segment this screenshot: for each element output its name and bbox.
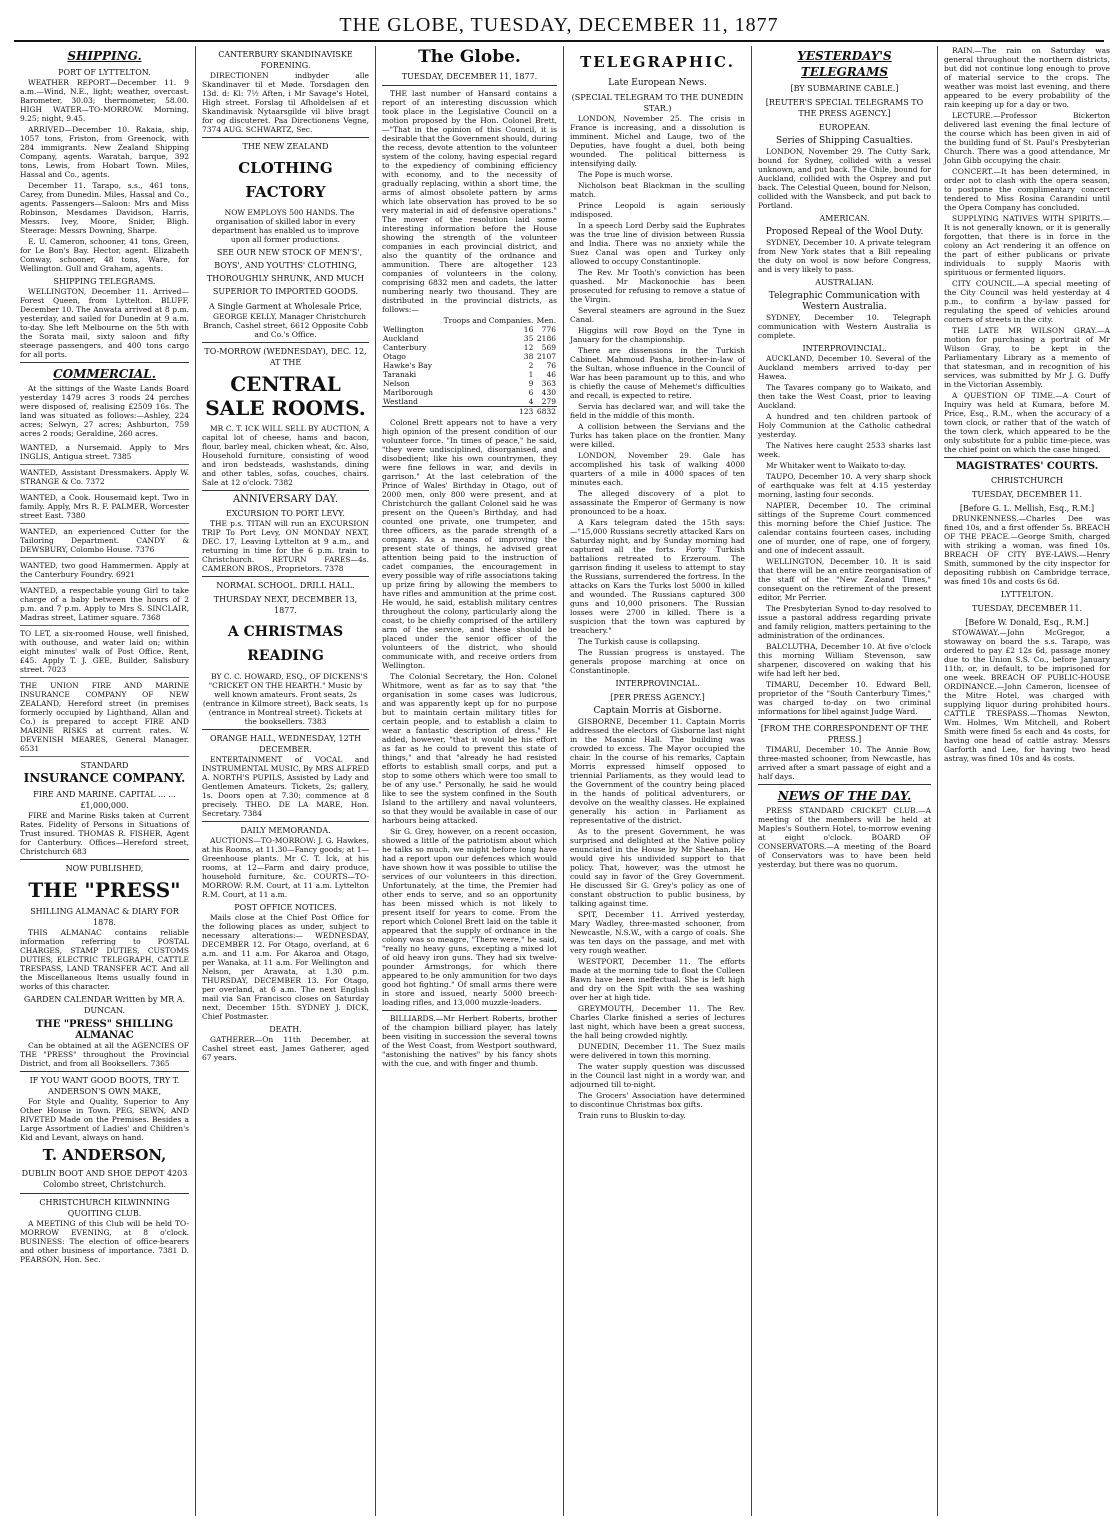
per-press: [PER PRESS AGENCY.] <box>610 693 705 702</box>
news-paragraph: The Grocers' Association have determined to discontinue Christmas box gifts. <box>570 1091 745 1109</box>
shipping-heading: SHIPPING. <box>67 49 142 63</box>
divider <box>202 821 369 822</box>
divider <box>20 1071 189 1072</box>
news-paragraph: CONCERT.—It has been determined, in order not to clash with the opera season, to postpone the complimentary concert tendered to Miss Rosina Carandini until the Opera Company has concluded. <box>944 167 1110 212</box>
christchurch-before: [Before G. L. Mellish, Esq., R.M.] <box>959 504 1095 513</box>
garden-calendar: GARDEN CALENDAR Written by MR A. DUNCAN. <box>23 995 186 1015</box>
table-row <box>382 334 557 343</box>
christmas-reading: A CHRISTMAS READING <box>227 624 344 664</box>
table-header-row <box>382 316 557 325</box>
table-cell: 123 <box>519 407 534 416</box>
leader-paragraph: Colonel Brett appears not to have a very high opinion of the present condition of our volunteer force. "In times of peace," he said, "they were undisciplined, disorganised, and disobedient; like his own countrymen, they were fine fellows in war, and devils in garrison." At the last celebration of the Prince of Wales' Birthday in Otago, out of 2000 men, only 800 were present, and at Christchurch the gallant Colonel said he was present on the Queen's Birthday, and had counted one private, one trumpeter, and three officers, as the parade strength of a company. As a means of improving the present state of things, he advised great attention being paid to the instruction of cadet companies, the encouragement in every possible way of rifle associations taking up prize firing by allowing the members to have rifles and ammunition at the prime cost. He would, he said, establish military centres throughout the colony, particularly along the coast, to be chiefly comprised of the artillery arm of the service, and these should be placed under the senior officer of the volunteers of the district, who should communicate with, and receive orders from Wellington. <box>382 418 557 670</box>
post-body: Mails close at the Chief Post Office for the following places as under, subject to necessary alterations:— WEDNESDAY, DECEMBER 12. For Otago, overland, at 6 a.m. and 11 a.m. For Akaroa and Otago, per Wanaka, at 11 a.m. For Wellington and Nelson, per Arawata, at 1.30 p.m. THURSDAY, DECEMBER 13. For Otago, per overland, at 6 a.m. The next English mail via San Francisco closes on Saturday next, December 15th. SYDNEY J. DICK, Chief Postmaster. <box>202 913 369 1021</box>
globe-date: TUESDAY, DECEMBER 11, 1877. <box>401 72 538 81</box>
american-heading: AMERICAN. <box>819 214 870 223</box>
now-published: NOW PUBLISHED, <box>65 864 144 873</box>
advert: WANTED, two good Hammermen. Apply at the Canterbury Foundry. 6921 <box>20 558 189 583</box>
table-cell: 1 <box>528 370 534 379</box>
news-paragraph: Mr Whitaker went to Waikato to-day. <box>766 461 906 470</box>
news-of-the-day-heading: NEWS OF THE DAY. <box>777 789 912 803</box>
table-cell: Nelson <box>383 379 410 388</box>
european-heading: EUROPEAN. <box>818 123 871 132</box>
table-cell: 6 <box>528 388 534 397</box>
advert: WANTED, a Nursemaid. Apply to Mrs INGLIS, Antigua street. 7385 <box>20 440 189 465</box>
table-cell: 16 <box>523 325 534 334</box>
telegraphic-heading: TELEGRAPHIC. <box>580 53 735 71</box>
normal-date: THURSDAY NEXT, DECEMBER 13, 1877. <box>213 595 358 615</box>
submarine-cable: [BY SUBMARINE CABLE.] <box>790 84 899 93</box>
wool-heading: Proposed Repeal of the Wool Duty. <box>765 227 924 237</box>
news-paragraph: As to the present Government, he was surprised and delighted at the Native policy enunciated in the House by Mr Sheehan. He would give his undivided support to that policy. That, however, was the utmost he could say in favor of the Grey Government. He discussed Sir G. Grey's policy as one of constant obstruction to public business, by talking against time. <box>570 827 745 908</box>
death-body: GATHERER—On 11th December, at Cashel street east, James Gatherer, aged 67 years. <box>202 1035 369 1062</box>
correspondent-note: [FROM THE CORRESPONDENT OF THE PRESS.] <box>760 724 929 744</box>
reuter-note: [REUTER'S SPECIAL TELEGRAMS TO THE PRESS AGENCY.] <box>765 98 924 118</box>
table-cell: Taranaki <box>383 370 417 379</box>
central-sale-rooms: CENTRAL SALE ROOMS. <box>205 372 366 420</box>
globe-title: The Globe. <box>418 47 521 67</box>
memoranda-body: AUCTIONS—TO-MORROW: J. G. Hawkes, at his Rooms, at 11.30—Fancy goods; at 1—Greenhouse plants. Mr C. T. Ick, at his rooms, at 12—Farm and dairy produce, household furniture, &c. COURTS—TO-MORROW: R.M. Court, at 11 a.m. Lyttelton R.M. Court, at 11 a.m. <box>202 836 369 899</box>
boots-body: For Style and Quality, Superior to Any Other House in Town. PEG, SEWN, AND RIVETED Made on the Premises. Besides a Large Assortment of Ladies' and Children's Kid and Levant, always on hand. <box>20 1097 189 1142</box>
anniversary-heading: ANNIVERSARY DAY. <box>232 494 339 505</box>
column-5 <box>752 46 938 1516</box>
interprovincial-heading: INTERPROVINCIAL. <box>802 344 887 353</box>
news-paragraph: TIMARU, December 10. Edward Bell, proprietor of the "South Canterbury Times," was charged to-day on two criminal informations for libel against Judge Ward. <box>758 680 931 716</box>
news-paragraph: WESTPORT, December 11. The efforts made at the morning tide to float the Colleen Bawn have been ineffectual. She is left high and dry on the Spit with the sea washing over her at high tide. <box>570 957 745 1002</box>
table-header-cell <box>382 316 437 325</box>
news-paragraph: The Turkish cause is collapsing. <box>578 637 700 646</box>
shipping-weather: WEATHER REPORT—December 11. 9 a.m.—Wind, N.E., light; weather, overcast. Barometer, 30.03; thermometer, 58.00. HIGH WATER—TO-MORROW. Morning, 9.25; night, 9.45. <box>20 78 189 123</box>
shipping-telegrams: WELLINGTON, December 11. Arrived—Forest Queen, from Lyttelton. BLUFF, December 10. The Anwata arrived at 8 p.m. yesterday, and sailed for Dunedin at 9 a.m. to-day. She left Melbourne on the 5th with the Sorata mail, sixty saloon and fifty steerage passengers, and 400 tons cargo for all ports. <box>20 287 189 359</box>
almanac-line: SHILLING ALMANAC & DIARY FOR 1878. <box>30 907 179 927</box>
wa-heading: Telegraphic Communication with Western Australia. <box>768 291 921 312</box>
divider <box>20 859 189 860</box>
news-paragraph: There are dissensions in the Turkish Cabinet. Mahmoud Pasha, brother-in-law of the Sultan, whose influence in the Council of War has been paramount up to this, and who is chiefly the cause of Mehemet's difficulties and recall, is expected to retire. <box>570 346 745 400</box>
table-row <box>382 325 557 334</box>
normal-school: NORMAL SCHOOL. DRILL HALL. <box>216 581 355 590</box>
table-cell: Westland <box>383 397 418 406</box>
press-title: THE "PRESS" <box>28 878 181 902</box>
special-telegram: (SPECIAL TELEGRAM TO THE DUNEDIN STAR.) <box>571 93 744 113</box>
news-paragraph: BALCLUTHA, December 10. At five o'clock this morning William Stevenson, saw sharpener, discovered on waking that his wife had left her bed. <box>758 642 931 678</box>
divider <box>202 729 369 730</box>
divider <box>202 490 369 491</box>
wholesale: A Single Garment at Wholesale Price, <box>209 302 362 311</box>
billiards-paragraph: BILLIARDS.—Mr Herbert Roberts, brother of the champion billiard player, has lately been visiting in succession the several towns of the West Coast, from Westport southward, "astonishing the natives" by his fancy shots with the cue, and with finger and thumb. <box>382 1014 557 1068</box>
news-paragraph: AUCKLAND, December 10. Several of the Auckland members arrived to-day per Hawea. <box>758 354 931 381</box>
volunteer-table <box>382 316 557 416</box>
news-paragraph: Higgins will row Boyd on the Tyne in January for the championship. <box>570 326 745 344</box>
news-paragraph: TAUPO, December 10. A very sharp shock of earthquake was felt at 4.15 yesterday morning, lasting four seconds. <box>758 472 931 499</box>
divider <box>20 362 189 363</box>
columns <box>14 46 1110 1516</box>
table-total-row <box>382 407 557 417</box>
lyttelton-date: TUESDAY, DECEMBER 11. <box>971 604 1082 613</box>
casualties-heading: Series of Shipping Casualties. <box>776 136 913 146</box>
table-cell: 6832 <box>536 407 556 416</box>
scand-heading: CANTERBURY SKANDINAVISKE FORENING. <box>218 50 353 70</box>
table-cell: Auckland <box>383 334 419 343</box>
table-cell: 569 <box>541 343 556 352</box>
news-paragraph: SYDNEY, December 10. Telegraph communication with Western Australia is complete. <box>758 313 931 340</box>
court-paragraph: DRUNKENNESS.—Charles Dee was fined 10s, and a first offender 5s. BREACH OF THE PEACE.—George Smith, charged with striking a woman, was fined 10s. BREACH OF CITY BYE-LAWS.—Henry Smith, summoned by the city inspector for depositing rubbish on Cambridge terrace, was fined 10s and costs 6s 6d. <box>944 514 1110 586</box>
standard-heading: STANDARD <box>80 761 129 770</box>
news-paragraph: PRESS STANDARD CRICKET CLUB.—A meeting of the members will be held at Maples's Southern Hotel, to-morrow evening at eight o'clock. BOARD OF CONSERVATORS.—A meeting of the Board of Conservators was to have been held yesterday, but there was no quorum. <box>758 806 931 869</box>
advert: WANTED, a respectable young Girl to take charge of a baby between the hours of 2 p.m. and 7 p.m. Apply to Mrs S. SINCLAIR, Madras street, Latimer square. 7368 <box>20 583 189 626</box>
almanac-body-2: Can be obtained at all the AGENCIES OF THE "PRESS" throughout the Provincial District, and from all Booksellers. 7365 <box>20 1041 189 1068</box>
christchurch-heading: CHRISTCHURCH <box>990 476 1064 485</box>
shipping-arrived-2: December 11. Tarapo, s.s., 461 tons, Carey, from Dunedin. Miles, Hassal and Co., agents. Passengers—Saloon: Mrs and Miss Robinson, Mesdames Davidson, Harris, Messrs. Ivey, Moore, Snider, Bligh. Steerage: Messrs Downing, Sharpe. <box>20 181 189 235</box>
news-paragraph: A QUESTION OF TIME.—A Court of Inquiry was held at Kumara, before M. Price, Esq., R.M., when the accuracy of a town clock, or rather that of the watch of the town clerk, which appeared to be the only substitute for a public time-piece, was the chief point on which the case hinged. <box>944 391 1110 454</box>
news-paragraph: GREYMOUTH, December 11. The Rev. Charles Clarke finished a series of lectures last night, which have been a great success, the hall being crowded nightly. <box>570 1004 745 1040</box>
table-cell: Wellington <box>383 325 424 334</box>
leader-paragraph: Sir G. Grey, however, on a recent occasion, showed a little of the patriotism about which he talks so much, we might before long have had a report upon our defences which would have shown how it was possible to utilise the services of our volunteers in this direction. Unfortunately, at the time, the Premier had other ends to serve, and so an opportunity has been missed which is not likely to present itself for years to come. From the report which Colonel Brett laid on the table it appeared that the supply of ordnance in the colony was so meagre, "There were," he said, "really no heavy guns, excepting a mixed lot of old heavy iron guns. They had six twelve-pounder Armstrongs, for which there appeared to be only ammunition for two days good hot fighting." Of small arms there were in store and issued, nearly 5000 breech-loading rifles, and 13,000 muzzle-loaders. <box>382 827 557 1007</box>
clothing-body: NOW EMPLOYS 500 HANDS. The organisation of skilled labor in every department has enabled us to improve upon all former productions. <box>211 208 360 244</box>
port-heading: PORT OF LYTTELTON. <box>58 68 151 77</box>
masthead: THE GLOBE, TUESDAY, DECEMBER 11, 1877 <box>14 8 1104 42</box>
news-paragraph: A hundred and ten children partook of Holy Communion at the Catholic cathedral yesterday. <box>758 412 931 439</box>
leader-paragraph: THE last number of Hansard contains a report of an interesting discussion which took place in the Legislative Council on a motion proposed by the Hon. Colonel Brett,—"That in the opinion of this Council, it is desirable that the Government should, during the recess, devote attention to the volunteer system of the colony, having especial regard to the expediency of combining efficiency with economy, and to the necessity of gradually replacing, within a short time, the arms of almost obsolete pattern by arms which late observation has proved to be so very material in aid of defensive operations." The mover of the resolution laid some interesting information before the House showing the strength of the volunteer companies in each provincial district, and also the quantity of the ordnance and ammunition. There are altogether 123 companies of volunteers in the colony, comprising 6832 men and cadets, the latter numbering nearly two thousand. They are distributed in the provincial districts, as follows:— <box>382 89 557 314</box>
table-cell: 12 <box>523 343 534 352</box>
shipping-telegrams-heading: SHIPPING TELEGRAMS. <box>53 277 156 286</box>
column-1 <box>14 46 196 1516</box>
almanac-title-2: THE "PRESS" SHILLING ALMANAC <box>35 1019 174 1041</box>
table-cell: 430 <box>541 388 556 397</box>
scand-body: DIRECTIONEN indbyder alle Skandinaver til et Møde. Torsdagen den 13d. d: Kl: 7½ Aften, i Mr Savage's Hotel, High street. Forslag til Afholdelsen af et Skandinavisk Nytaarsgilde vil blive bragt for og discuteret. Paa Directionens Vegne, 7374 AUG. SCHWARTZ, Sec. <box>202 71 369 134</box>
news-paragraph: TIMARU, December 10. The Annie Bow, three-masted schooner, from Newcastle, has arrived after a smart passage of eight and a half days. <box>758 745 931 781</box>
news-paragraph: Prince Leopold is again seriously indisposed. <box>570 201 745 219</box>
table-cell: 46 <box>546 370 556 379</box>
kilwinning-heading: CHRISTCHURCH KILWINNING QUOITING CLUB. <box>39 1198 170 1218</box>
advert: WANTED, an experienced Cutter for the Tailoring Department. CANDY & DEWSBURY, Colombo House. 7376 <box>20 524 189 558</box>
news-paragraph: SPIT, December 11. Arrived yesterday, Mary Wadley, three-masted schooner, from Newcastle, N.S.W., with a cargo of coals. She was ten days on the passage, and met with very rough weather. <box>570 910 745 955</box>
boots-heading: IF YOU WANT GOOD BOOTS, TRY T. ANDERSON'S OWN MAKE, <box>29 1076 180 1096</box>
insurance-body: FIRE and Marine Risks taken at Current Rates. Fidelity of Persons in Situations of Trust insured. THOMAS R. FISHER, Agent for Canterbury. Offices—Hereford street, Christchurch 683 <box>20 811 189 856</box>
divider <box>20 1193 189 1194</box>
orange-body: ENTERTAINMENT of VOCAL and INSTRUMENTAL MUSIC, By MRS ALFRED A. NORTH'S PUPILS, Assisted by Lady and Gentlemen Amateurs. Tickets, 2s; gallery, 1s. Doors open at 7.30; commence at 8 precisely. THEO. DE LA MARE, Hon. Secretary. 7384 <box>202 755 369 818</box>
death-heading: DEATH. <box>269 1025 302 1034</box>
table-row <box>382 388 557 397</box>
interprovincial-heading: INTERPROVINCIAL. <box>615 679 700 688</box>
table-row <box>382 379 557 388</box>
table-cell: 2107 <box>536 352 556 361</box>
news-paragraph: Several steamers are aground in the Suez Canal. <box>570 306 745 324</box>
table-cell: Marlborough <box>383 388 434 397</box>
news-paragraph: WELLINGTON, December 10. It is said that there will be an entire reorganisation of the staff of the "New Zealand Times," consequent on the retirement of the present editor, Mr Perrier. <box>758 557 931 602</box>
column-3 <box>376 46 564 1516</box>
commercial-heading: COMMERCIAL. <box>53 367 156 381</box>
christchurch-date: TUESDAY, DECEMBER 11. <box>971 490 1082 499</box>
commercial-text: At the sittings of the Waste Lands Board yesterday 1479 acres 3 roods 24 perches were disposed of, realising £2509 16s. The land was situated as follows:—Ashley, 224 acres; Selwyn, 27 acres; Ashburton, 759 acres 2 roods; Geraldine, 260 acres. <box>20 384 189 438</box>
table-header-cell: Men. <box>536 316 556 325</box>
shipping-arrived: ARRIVED—December 10. Rakaia, ship, 1057 tons, Friston, from Greenock, with 284 immigrants. New Zealand Shipping Company, agents. Waratah, barque, 392 tons, Lewis, from Hobart Town. Miles, Hassal and Co., agents. <box>20 125 189 179</box>
leader-paragraph: The Colonial Secretary, the Hon. Colonel Whitmore, went as far as to say that "the organisation in some cases was ludicrous, and was apparently kept up for no purpose but to maintain certain military titles for certain people, and to establish a claim to wear a fantastic description of dress." He added, however, "that it would be his effort as far as he could to prevent this state of things," and that "already he had resisted efforts to establish small corps, and put a stop to some others which were too small to be of any use." Personally, he said he would like to see the system confined in the South Island to the artillery and naval volunteers, so that they would be available in case of our harbours being attacked. <box>382 672 557 825</box>
clothing-heading: THE NEW ZEALAND <box>242 142 329 151</box>
orange-hall: ORANGE HALL, WEDNESDAY, 12TH DECEMBER. <box>209 734 362 754</box>
shipping-cleared: E. U. Cameron, schooner, 41 tons, Green, for Le Bon's Bay. Hector, agent. Elizabeth Conway, schooner, 48 tons, Ware, for Wellington. Gull and Graham, agents. <box>20 237 189 273</box>
table-cell: 35 <box>523 334 534 343</box>
memoranda-heading: DAILY MEMORANDA. <box>240 826 331 835</box>
news-paragraph: The Rev. Mr Tooth's conviction has been quashed. Mr Mackonochie has been prosecuted for refusing to remove a statue of the Virgin. <box>570 268 745 304</box>
clothing-stock: SEE OUR NEW STOCK OF MEN'S', BOYS', AND YOUTHS' CLOTHING, THOROUGHLY SHRUNK, AND MUCH SUPERIOR TO IMPORTED GOODS. <box>206 248 365 296</box>
news-paragraph: LONDON, November 25. The crisis in France is increasing, and a dissolution is imminent. Michel and Lauge, two of the Deputies, have fought a duel, both being wounded. The political bitterness is intensifying daily. <box>570 114 745 168</box>
almanac-body: THIS ALMANAC contains reliable information referring to POSTAL CHARGES, STAMP DUTIES, CUSTOMS DUTIES, ELECTRIC TELEGRAPH, CATTLE TRESPASS, LAND TRANSFER ACT. And all the Miscellaneous Items usually found in works of this character. <box>20 928 189 991</box>
news-paragraph: The Pope is much worse. <box>578 170 673 179</box>
advert: THE UNION FIRE AND MARINE INSURANCE COMPANY OF NEW ZEALAND, Hereford street (in premises formerly occupied by Lighthand, Allan and Co.) is prepared to accept FIRE AND MARINE RISKS at current rates. W. DEVENISH MEARES, General Manager. 6531 <box>20 678 189 757</box>
excursion-heading: EXCURSION TO PORT LEVY. <box>226 509 345 518</box>
divider <box>202 576 369 577</box>
advert: TO LET, a six-roomed House, well finished, with outhouse, and water laid on; within eight minutes' walk of Post Office. Rent, £45. Apply T. J. GEE, Builder, Salisbury street. 7023 <box>20 626 189 678</box>
table-row <box>382 361 557 370</box>
news-paragraph: The Presbyterian Synod to-day resolved to issue a pastoral address regarding private and family religion, matters pertaining to the administration of the ordinances. <box>758 604 931 640</box>
news-paragraph: The water supply question was discussed in the Council last night in a wordy war, and adjourned till to-night. <box>570 1062 745 1089</box>
magistrates-heading: MAGISTRATES' COURTS. <box>955 461 1099 472</box>
news-paragraph: LONDON, November 29. The Cutty Sark, bound for Sydney, collided with a vessel unknown, and put back. The Chile, bound for Auckland, collided with the Osprey and put back. The Celestial Queen, bound for Nelson, collided with the Wansbeck, and put back to Portland. <box>758 147 931 210</box>
news-paragraph: The Tavares company go to Waikato, and then take the West Coast, prior to leaving Auckland. <box>758 383 931 410</box>
news-paragraph: A collision between the Servians and the Turks has taken place on the frontier. Many were killed. <box>570 422 745 449</box>
kelly: GEORGE KELLY, Manager Christchurch Branch, Cashel street, 6612 Opposite Cobb and Co.'s Office. <box>202 312 369 339</box>
news-paragraph: LONDON, November 29. Gale has accomplished his task of walking 4000 quarters of a mile in 4000 spaces of ten minutes each. <box>570 451 745 487</box>
christmas-body: BY C. C. HOWARD, ESQ., OF DICKENS'S "CRICKET ON THE HEARTH." Music by well known amateurs. Front seats, 2s (entrance in Kilmore street), Back seats, 1s (entrance in Montreal street). Tickets at the booksellers. 7383 <box>202 672 369 726</box>
morris-heading: Captain Morris at Gisborne. <box>593 706 722 716</box>
lyttelton-heading: LYTTELTON. <box>1000 590 1054 599</box>
insurance-title: INSURANCE COMPANY. <box>23 771 186 785</box>
advert: WANTED, a Cook. Housemaid kept. Two in family. Apply, Mrs R. F. PALMER, Worcester street East. 7380 <box>20 490 189 524</box>
table-cell <box>382 407 437 417</box>
post-heading: POST OFFICE NOTICES. <box>234 903 337 912</box>
news-paragraph: The Natives here caught 2533 sharks last week. <box>758 441 931 459</box>
australian-heading: AUSTRALIAN. <box>815 278 874 287</box>
table-row <box>382 397 557 407</box>
table-cell: 38 <box>523 352 534 361</box>
table-header-cell: Troops and Companies. <box>443 316 534 325</box>
divider <box>758 784 931 785</box>
divider <box>758 719 931 720</box>
court-paragraph: STOWAWAY.—John McGregor, a stowaway on board the s.s. Tarapo, was ordered to pay £2 12s 6d, passage money due to the Union S.S. Co., before January 11th, or, in default, to be imprisoned for one week. BREACH OF PUBLIC-HOUSE ORDINANCE.—John Cameron, licensee of the Mitre Hotel, was charged with supplying liquor during prohibited hours. CATTLE TRESPASS.—Thomas Newton, Wm. Holmes, Wm Mitchell, and Robert Smith were fined 5s each and 4s costs, for having one head of cattle astray. Messrs Garforth and Lee, for having two head astray, was fined 10s and 4s costs. <box>944 628 1110 763</box>
anderson-title: T. ANDERSON, <box>42 1146 167 1164</box>
news-paragraph: A Kars telegram dated the 15th says:—"15,000 Russians secretly attacked Kars on Saturday night, and by Sunday morning had captured all the forts. Forty Turkish battalions retreated to Erzeroum. The garrison finding it useless to attempt to stay the Russians, surrendered the fortress. In the attacks on Kars the Turks lost 5000 in killed and wounded. The Russians captured 300 guns and 10,000 prisoners. The Russian losses were 2700 in killed. There is a suspicion that the town was captured by treachery." <box>570 518 745 635</box>
lyttelton-before: [Before W. Donald, Esq., R.M.] <box>965 618 1089 627</box>
table-cell: 363 <box>541 379 556 388</box>
news-paragraph: LECTURE.—Professor Bickerton delivered last evening the final lecture of the course which has been given in aid of the building fund of St. Paul's Presbyterian Church. There was a good attendance, Mr John Gibb occupying the chair. <box>944 111 1110 165</box>
news-paragraph: THE LATE MR WILSON GRAY.—A motion for purchasing a portrait of Mr Wilson Gray, to be kept in the Parliamentary Library as a memento of that statesman, and in recognition of his services, was submitted by Mr J. G. Duffy in the Victorian Assembly. <box>944 326 1110 389</box>
divider <box>202 137 369 138</box>
table-cell: 4 <box>528 397 534 406</box>
kilwinning-body: A MEETING of this Club will be held TO-MORROW EVENING, at 8 o'clock. BUSINESS: The election of office-bearers and other business of importance. 7381 D. PEARSON, Hon. Sec. <box>20 1219 189 1264</box>
divider <box>202 342 369 343</box>
table-cell: 2186 <box>536 334 556 343</box>
news-paragraph: SYDNEY, December 10. A private telegram from New York states that a Bill repealing the duty on wool is now before Congress, and is very likely to pass. <box>758 238 931 274</box>
divider <box>944 457 1110 458</box>
central-pre: TO-MORROW (WEDNESDAY), DEC. 12, AT THE <box>204 347 367 367</box>
late-european-news: Late European News. <box>608 78 707 88</box>
table-cell: 2 <box>528 361 534 370</box>
news-paragraph: Nicholson beat Blackman in the sculling match. <box>570 181 745 199</box>
column-6 <box>938 46 1114 1516</box>
excursion-body: THE p.s. TITAN will run an EXCURSION TRIP To Port Levy, ON MONDAY NEXT, DEC. 17, Leaving Lyttelton at 9 a.m., and returning in time for the 6 p.m. train to Christchurch. RETURN FARES—4s. CAMERON BROS., Proprietors. 7378 <box>202 519 369 573</box>
table-cell: Otago <box>383 352 406 361</box>
table-cell: 76 <box>546 361 556 370</box>
news-paragraph: In a speech Lord Derby said the Euphrates was the true line of division between Russia and India. There was no anxiety while the Suez Canal was open and Turkey only allowed to occupy Constantinople. <box>570 221 745 266</box>
news-paragraph: Servia has declared war, and will take the field in the middle of this month. <box>570 402 745 420</box>
table-row <box>382 370 557 379</box>
news-paragraph: RAIN.—The rain on Saturday was general throughout the northern districts, but did not continue long enough to prove of material service to the crops. The weather was moist last evening, and there appeared to be every probability of the rain keeping up for a day or two. <box>944 46 1110 109</box>
table-cell: 9 <box>528 379 534 388</box>
clothing-factory-title: CLOTHING FACTORY <box>238 159 333 201</box>
advert: WANTED, Assistant Dressmakers. Apply W. STRANGE & Co. 7372 <box>20 465 189 490</box>
divider <box>382 1010 557 1011</box>
news-paragraph: CITY COUNCIL.—A special meeting of the City Council was held yesterday at 4 p.m., to confirm a by-law passed for regulating the speed of vehicles around corners of streets in the city. <box>944 279 1110 324</box>
yesterdays-telegrams-heading: YESTERDAY'S TELEGRAMS <box>797 49 892 79</box>
anderson-sub: DUBLIN BOOT AND SHOE DEPOT 4203 Colombo street, Christchurch. <box>21 1169 188 1189</box>
table-cell: Canterbury <box>383 343 427 352</box>
table-cell: Hawke's Bay <box>383 361 432 370</box>
news-paragraph: GISBORNE, December 11. Captain Morris addressed the electors of Gisborne last night in the Masonic Hall. The building was crowded to excess. The Mayor occupied the chair. In the course of his remarks, Captain Morris expressed himself opposed to triennial Parliaments, as they would lead to the Government of the country being placed in the hands of political adventurers, or devolve on the wealthy classes. He explained generally his action in Parliament as representative of the district. <box>570 717 745 825</box>
table-cell: 776 <box>541 325 556 334</box>
table-cell: 279 <box>541 397 556 406</box>
insurance-sub: FIRE AND MARINE. CAPITAL ... ... £1,000,000. <box>33 790 176 810</box>
divider <box>382 85 557 86</box>
column-2 <box>196 46 376 1516</box>
news-paragraph: The Russian progress is unstayed. The generals propose marching at once on Constantinople. <box>570 648 745 675</box>
column-4 <box>564 46 752 1516</box>
news-paragraph: Train runs to Bluskin to-day. <box>578 1111 686 1120</box>
news-paragraph: SUPPLYING NATIVES WITH SPIRITS.—It is not generally known, or it is generally forgotten, that there is in force in the colony an Act rendering it an offence on the part of either publicans or private individuals to supply Maoris with spirituous or fermented liquors. <box>944 214 1110 277</box>
news-paragraph: NAPIER, December 10. The criminal sittings of the Supreme Court commenced this morning before the Chief Justice. The calendar contains fourteen cases, including one of murder, one of rape, one of forgery, and one of indecent assault. <box>758 501 931 555</box>
news-paragraph: DUNEDIN, December 11. The Suez mails were delivered in town this morning. <box>570 1042 745 1060</box>
table-row <box>382 343 557 352</box>
news-paragraph: The alleged discovery of a plot to assassinate the Emperor of Germany is now pronounced to be a hoax. <box>570 489 745 516</box>
table-row <box>382 352 557 361</box>
central-body: MR C. T. ICK WILL SELL BY AUCTION, A capital lot of cheese, hams and bacon, flour, barley meal, chicken wheat, &c. Also, Household furniture, consisting of wood and iron bedsteads, washstands, dining and other tables, sofas, couches, chairs. Sale at 12 o'clock. 7382 <box>202 424 369 487</box>
